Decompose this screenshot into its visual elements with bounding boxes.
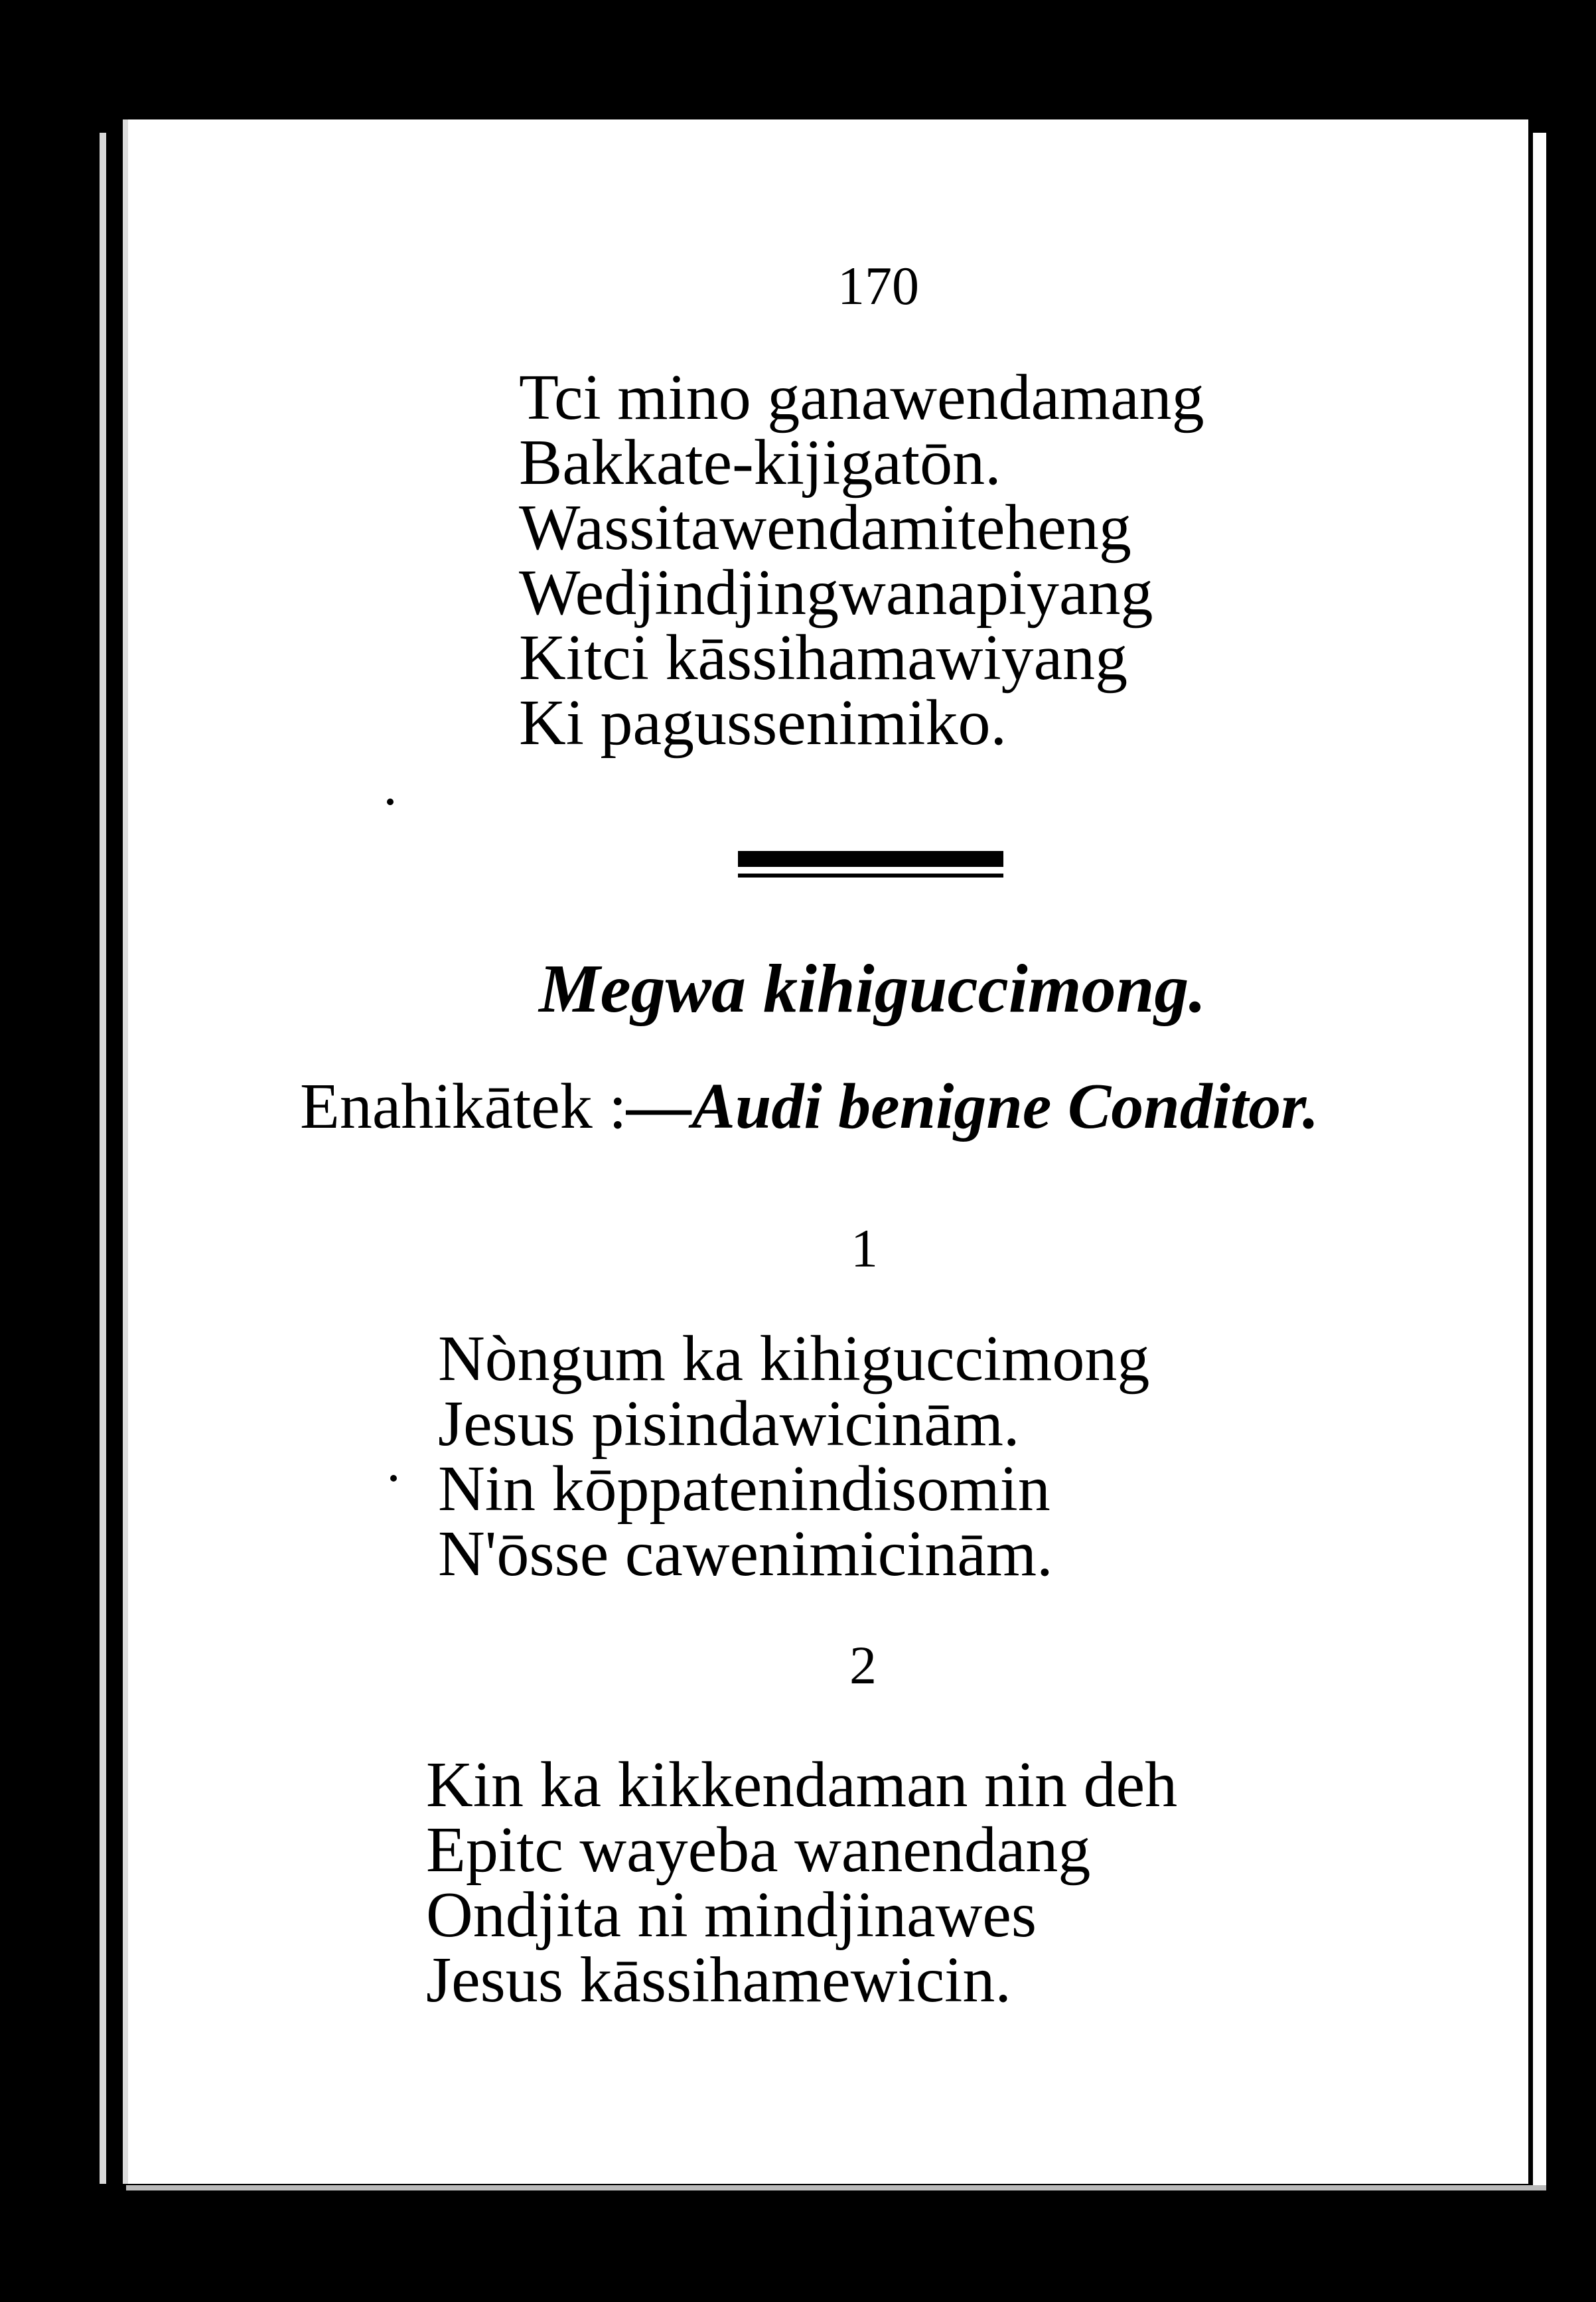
tune-name: —Audi benigne Conditor. xyxy=(626,1071,1319,1142)
verse-line: Ondjita ni mindjinawes xyxy=(426,1879,1037,1951)
page-edge-right xyxy=(1533,133,1546,2190)
section-divider-thick xyxy=(738,851,1003,867)
ink-speck xyxy=(1567,194,1574,200)
verse-line: Nòngum ka kihiguccimong xyxy=(438,1323,1150,1395)
stanza-number: 2 xyxy=(849,1635,877,1695)
verse-line: Nin kōppatenindisomin xyxy=(438,1453,1051,1525)
verse-line: Tci mino ganawendamang xyxy=(519,362,1204,433)
stanza-number: 1 xyxy=(851,1218,878,1278)
section-divider-thin xyxy=(738,874,1003,878)
verse-line: Wedjindjingwanapiyang xyxy=(519,557,1153,629)
verse-line: Wassitawendamiteheng xyxy=(519,492,1131,564)
verse-line: N'ōsse cawenimicinām. xyxy=(438,1518,1053,1590)
page-number: 170 xyxy=(837,256,919,316)
ink-speck xyxy=(390,1475,397,1482)
verse-line: Jesus pisindawicinām. xyxy=(438,1388,1020,1460)
page-edge-left xyxy=(100,133,106,2184)
verse-line: Kin ka kikkendaman nin deh xyxy=(426,1749,1178,1821)
ink-speck xyxy=(387,799,394,805)
verse-line: Kitci kāssihamawiyang xyxy=(519,622,1128,694)
verse-line: Epitc wayeba wanendang xyxy=(426,1814,1091,1886)
verse-line: Ki pagussenimiko. xyxy=(519,687,1007,759)
tune-line xyxy=(300,1071,1319,1142)
hymn-title: Megwa kihiguccimong. xyxy=(539,951,1206,1027)
tune-label: Enahikātek : xyxy=(300,1071,627,1142)
page-edge-bottom xyxy=(126,2185,1546,2190)
verse-line: Bakkate-kijigatōn. xyxy=(519,427,1001,499)
verse-line: Jesus kāssihamewicin. xyxy=(426,1944,1011,2016)
